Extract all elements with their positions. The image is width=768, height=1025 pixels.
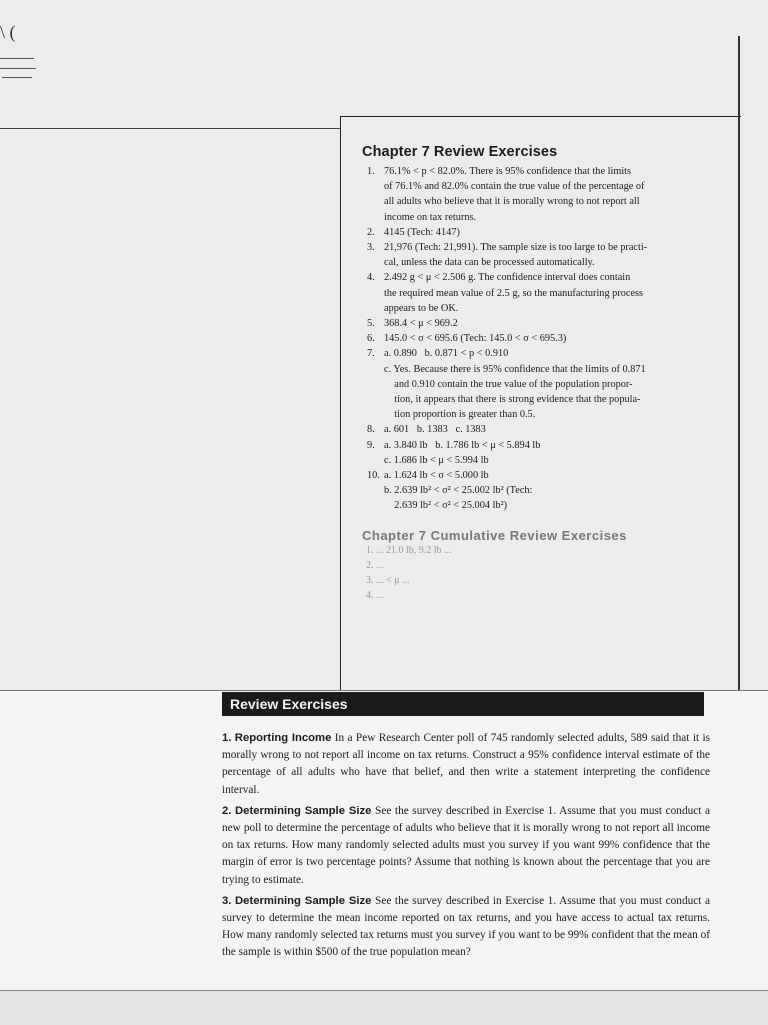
answer-line: a. 601 b. 1383 c. 1383 bbox=[384, 424, 486, 436]
exercise-number: 1. bbox=[222, 732, 232, 744]
answer-item bbox=[362, 453, 722, 468]
answer-line: 2.639 lb² < σ² < 25.004 lb²) bbox=[384, 500, 508, 512]
scan-bottom-edge bbox=[0, 990, 768, 1025]
answer-line: 4145 (Tech: 4147) bbox=[384, 226, 460, 238]
answer-item bbox=[362, 270, 722, 316]
answer-number: 5. bbox=[367, 318, 375, 330]
answer-line: cal, unless the data can be processed automatically. bbox=[384, 257, 595, 269]
answers-section bbox=[362, 144, 722, 603]
exercise-title: Reporting Income bbox=[234, 732, 332, 744]
answer-line: c. 1.686 lb < μ < 5.994 lb bbox=[384, 454, 489, 466]
answer-number: 4. bbox=[367, 272, 375, 284]
answer-item bbox=[362, 240, 722, 270]
answer-item bbox=[362, 331, 722, 346]
answer-line: 2.492 g < μ < 2.506 g. The confidence interval does contain bbox=[384, 272, 631, 284]
review-exercise bbox=[222, 730, 710, 799]
review-exercise bbox=[222, 893, 710, 962]
cumulative-list bbox=[362, 543, 722, 603]
answer-line: tion proportion is greater than 0.5. bbox=[384, 409, 536, 421]
page-edge-rule bbox=[0, 128, 340, 129]
exercise-text: See the survey described in Exercise 1. Assume that you must conduct a new poll to determine the percentage of adults who believe that it is morally wrong to not report all income on tax returns. How many randomly selected adults must you survey if you want 99% confidence that the margin of error is two percentage points? Assume that nothing is known about the percentage that you are trying to estimate. bbox=[222, 804, 710, 886]
answer-number: 9. bbox=[367, 439, 375, 451]
answer-item bbox=[362, 422, 722, 437]
answer-number: 3. bbox=[367, 242, 375, 254]
answer-number: 10. bbox=[367, 470, 380, 482]
answer-number: 7. bbox=[367, 348, 375, 360]
margin-mark bbox=[0, 68, 36, 69]
answer-line: 21,976 (Tech: 21,991). The sample size is too large to be practi- bbox=[384, 242, 648, 254]
exercise-number: 3. bbox=[222, 894, 232, 907]
review-banner: Review Exercises bbox=[222, 692, 704, 716]
cumulative-line: 3. ... < μ ... bbox=[366, 574, 410, 586]
exercise-title: Determining Sample Size bbox=[235, 894, 372, 907]
answer-line: c. Yes. Because there is 95% confidence that the limits of 0.871 bbox=[384, 363, 646, 375]
answer-line: a. 3.840 lb b. 1.786 lb < μ < 5.894 lb bbox=[384, 439, 541, 451]
answer-item bbox=[362, 346, 722, 361]
answer-item bbox=[362, 362, 722, 423]
answer-line: b. 2.639 lb² < σ² < 25.002 lb² (Tech: bbox=[384, 485, 533, 497]
margin-mark bbox=[2, 77, 32, 78]
margin-scribble: \ ( bbox=[0, 22, 16, 42]
cumulative-line: 4. ... bbox=[366, 589, 384, 601]
cumulative-line: 1. ... 21.0 lb, 9.2 lb ... bbox=[366, 544, 452, 556]
answer-number: 1. bbox=[367, 166, 375, 177]
margin-mark bbox=[0, 58, 34, 59]
exercise-number: 2. bbox=[222, 804, 232, 817]
answer-line: and 0.910 contain the true value of the population propor- bbox=[384, 378, 633, 390]
exercise-text: In a Pew Research Center poll of 745 randomly selected adults, 589 said that it is morally wrong to not report all income on tax returns. Construct a 95% confidence interval estimate of the percentage of all adults who have that belief, and then write a statement interpreting the confidence interval. bbox=[222, 732, 711, 796]
cumulative-title: Chapter 7 Cumulative Review Exercises bbox=[362, 527, 627, 543]
answer-line: appears to be OK. bbox=[384, 302, 459, 314]
answers-title: Chapter 7 Review Exercises bbox=[362, 144, 558, 160]
answer-item bbox=[362, 225, 722, 240]
answer-number: 6. bbox=[367, 333, 375, 345]
answer-item bbox=[362, 483, 722, 513]
answer-line: all adults who believe that it is morally wrong to not report all bbox=[384, 196, 640, 208]
answer-line: 76.1% < p < 82.0%. There is 95% confidence that the limits bbox=[384, 166, 632, 177]
answer-item bbox=[362, 316, 722, 331]
answer-item bbox=[362, 438, 722, 453]
answer-number: 8. bbox=[367, 424, 375, 436]
exercise-text: See the survey described in Exercise 1. Assume that you must conduct a survey to determine the mean income reported on tax returns, and you have access to actual tax returns. How many randomly selected tax returns must you survey if you want to be 99% confident that the mean of the sample is within $500 of the true population mean? bbox=[222, 894, 710, 959]
answer-line: a. 1.624 lb < σ < 5.000 lb bbox=[384, 470, 489, 482]
review-exercise bbox=[222, 803, 710, 889]
answer-line: 368.4 < μ < 969.2 bbox=[384, 318, 458, 330]
answer-line: tion, it appears that there is strong evidence that the popula- bbox=[384, 394, 641, 406]
exercise-list bbox=[222, 730, 710, 966]
answer-line: 145.0 < σ < 695.6 (Tech: 145.0 < σ < 695.3) bbox=[384, 333, 567, 345]
answer-list bbox=[362, 164, 722, 514]
answer-item bbox=[362, 468, 722, 483]
answer-item bbox=[362, 164, 722, 225]
answer-line: the required mean value of 2.5 g, so the manufacturing process bbox=[384, 287, 644, 299]
answer-line: a. 0.890 b. 0.871 < p < 0.910 bbox=[384, 348, 509, 360]
cumulative-line: 2. ... bbox=[366, 559, 384, 571]
answer-number: 2. bbox=[367, 226, 375, 238]
exercise-title: Determining Sample Size bbox=[235, 804, 372, 817]
answer-line: of 76.1% and 82.0% contain the true value of the percentage of bbox=[384, 181, 645, 193]
answer-line: income on tax returns. bbox=[384, 211, 477, 223]
